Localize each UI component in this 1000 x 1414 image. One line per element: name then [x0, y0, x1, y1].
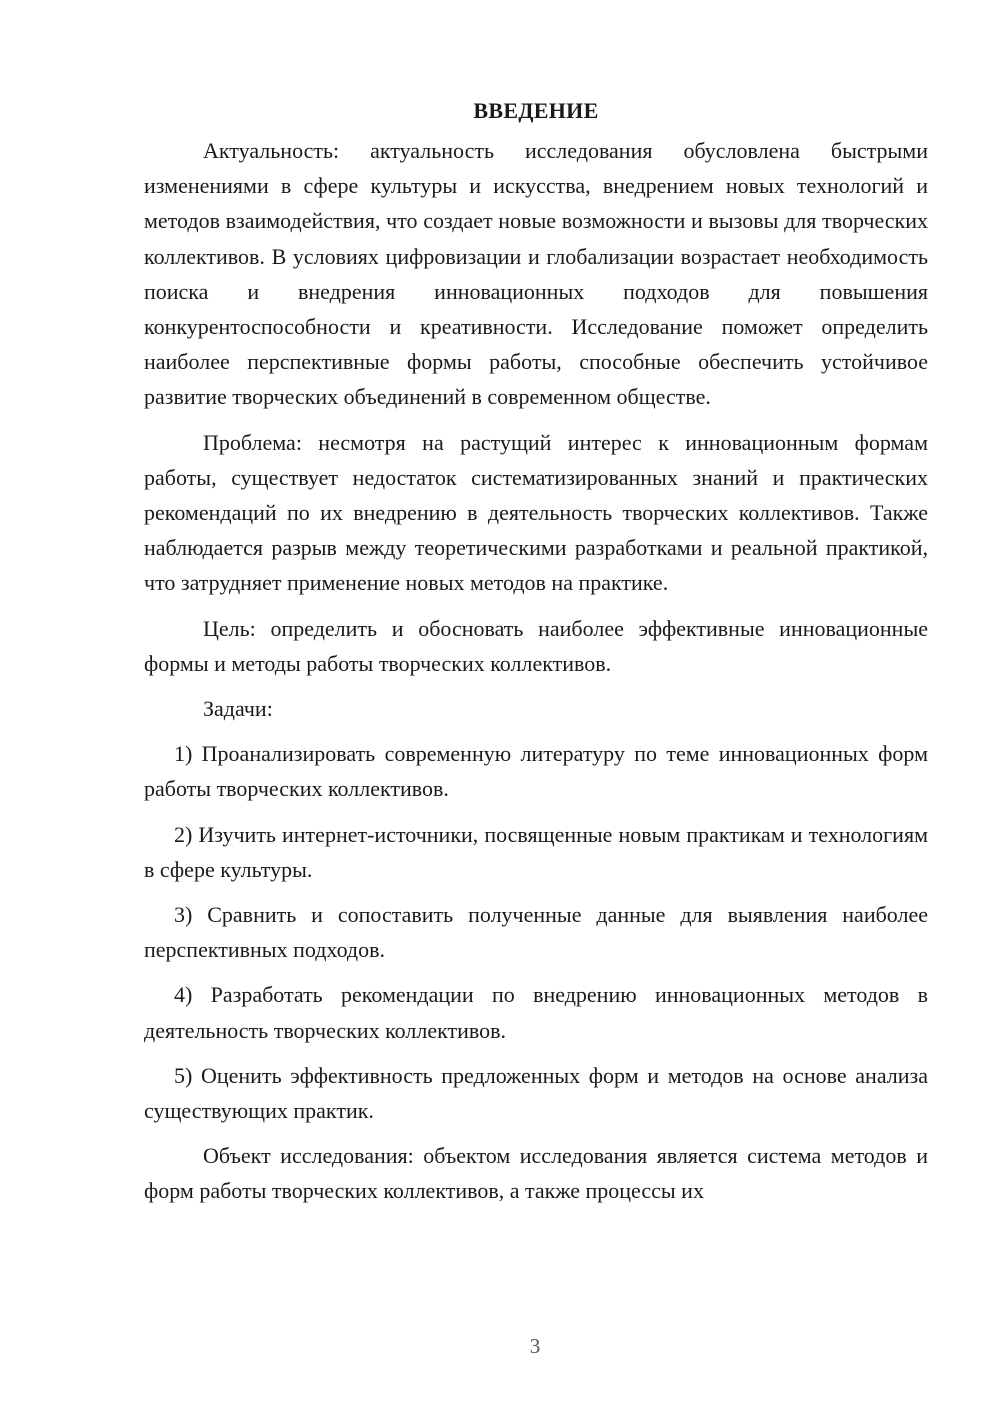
- task-item: 4) Разработать рекомендации по внедрению инновационных методов в деятельность творческих коллективов.: [144, 982, 928, 1043]
- relevance-paragraph: Актуальность: актуальность исследования обусловлена быстрыми изменениями в сфере культуры и искусства, внедрением новых технологий и методов взаимодействия, что создает новые возможности и вызовы для творческих коллективов. В условиях цифровизации и глобализации возрастает необходимость поиска и внедрения инновационных подходов для повышения конкурентоспособности и креативности. Исследование поможет определить наиболее перспективные формы работы, способные обеспечить устойчивое развитие творческих объединений в современном обществе.: [144, 138, 928, 410]
- goal-paragraph: Цель: определить и обосновать наиболее эффективные инновационные формы и методы работы творческих коллективов.: [144, 615, 928, 676]
- task-item: 2) Изучить интернет-источники, посвященные новым практикам и технологиям в сфере культуры.: [144, 821, 928, 882]
- page-title: ВВЕДЕНИЕ: [473, 98, 599, 123]
- tasks-heading: Задачи:: [203, 696, 273, 722]
- page-number: 3: [529, 1334, 541, 1358]
- document-page: [144, 95, 928, 1219]
- research-object-paragraph: Объект исследования: объектом исследования является система методов и форм работы творческих коллективов, а также процессы их: [144, 1143, 928, 1204]
- problem-paragraph: Проблема: несмотря на растущий интерес к инновационным формам работы, существует недостаток систематизированных знаний и практических рекомендаций по их внедрению в деятельность творческих коллективов. Также наблюдается разрыв между теоретическими разработками и реальной практикой, что затрудняет применение новых методов на практике.: [144, 429, 928, 596]
- task-item: 5) Оценить эффективность предложенных форм и методов на основе анализа существующих практик.: [144, 1062, 928, 1124]
- task-list: [144, 736, 928, 1128]
- task-item: 3) Сравнить и сопоставить полученные данные для выявления наиболее перспективных подходов.: [144, 902, 928, 963]
- task-item: 1) Проанализировать современную литературу по теме инновационных форм работы творческих коллективов.: [144, 741, 928, 802]
